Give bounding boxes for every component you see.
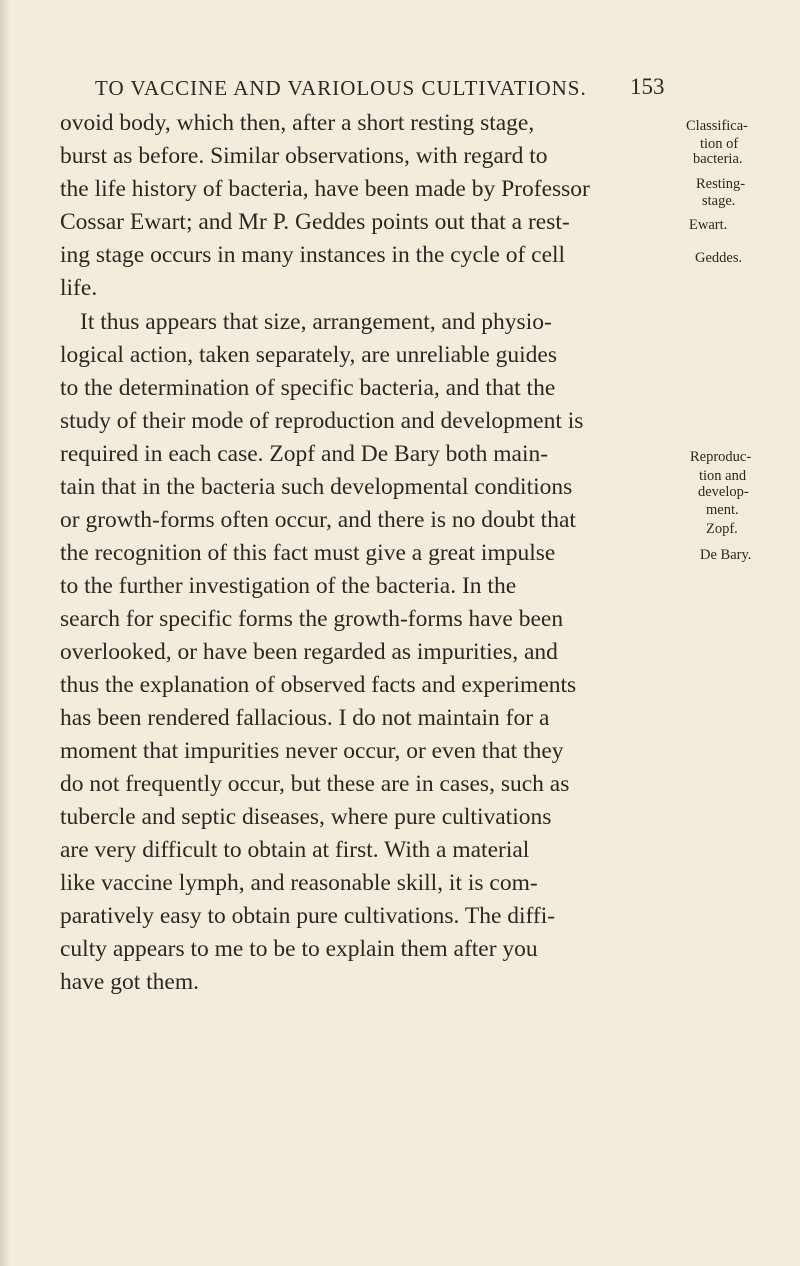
text-line: logical action, taken separately, are unreliable guides [60, 342, 557, 368]
text-line: has been rendered fallacious. I do not maintain for a [60, 705, 550, 731]
margin-note: De Bary. [700, 547, 752, 563]
text-line: ovoid body, which then, after a short resting stage, [60, 110, 535, 136]
text-line: study of their mode of reproduction and development is [60, 408, 584, 434]
text-line: required in each case. Zopf and De Bary both main- [60, 441, 549, 467]
text-line: do not frequently occur, but these are in cases, such as [60, 771, 570, 797]
text-line: like vaccine lymph, and reasonable skill, it is com- [60, 870, 538, 896]
margin-note: tion of [700, 136, 739, 152]
margin-note: Reproduc- [690, 449, 752, 465]
text-line: or growth-forms often occur, and there is no doubt that [60, 507, 576, 533]
margin-note: develop- [698, 484, 749, 500]
margin-note: Ewart. [689, 217, 728, 233]
margin-note: bacteria. [693, 151, 743, 167]
text-line: moment that impurities never occur, or even that they [60, 738, 564, 764]
text-line: to the further investigation of the bacteria. In the [60, 573, 517, 599]
margin-note: ment. [706, 502, 739, 518]
text-line: paratively easy to obtain pure cultivations. The diffi- [60, 903, 556, 929]
text-line: life. [60, 275, 98, 301]
text-line: Cossar Ewart; and Mr P. Geddes points out that a rest- [60, 209, 570, 235]
text-line: have got them. [60, 969, 200, 995]
margin-note: tion and [699, 468, 747, 484]
text-line: search for specific forms the growth-forms have been [60, 606, 564, 632]
text-line: tain that in the bacteria such developmental conditions [60, 474, 573, 500]
text-line: culty appears to me to be to explain them after you [60, 936, 538, 962]
margin-note: Classifica- [686, 118, 749, 134]
text-line: ing stage occurs in many instances in the cycle of cell [60, 242, 566, 268]
margin-note: Resting- [696, 176, 746, 192]
text-line: tubercle and septic diseases, where pure cultivations [60, 804, 552, 830]
margin-note: stage. [702, 193, 736, 209]
page-gutter-shadow [0, 0, 10, 1266]
text-line: burst as before. Similar observations, with regard to [60, 143, 548, 169]
text-line: thus the explanation of observed facts and experiments [60, 672, 577, 698]
text-line: the life history of bacteria, have been made by Professor [60, 176, 590, 202]
page-number: 153 [630, 74, 665, 99]
running-title: TO VACCINE AND VARIOLOUS CULTIVATIONS. [95, 76, 587, 100]
text-line: to the determination of specific bacteria, and that the [60, 375, 556, 401]
margin-note: Zopf. [706, 521, 738, 537]
text-line: the recognition of this fact must give a great impulse [60, 540, 556, 566]
margin-note: Geddes. [695, 250, 743, 266]
text-line: are very difficult to obtain at first. With a material [60, 837, 530, 863]
text-line: overlooked, or have been regarded as impurities, and [60, 639, 558, 665]
text-line: It thus appears that size, arrangement, and physio- [80, 309, 552, 335]
